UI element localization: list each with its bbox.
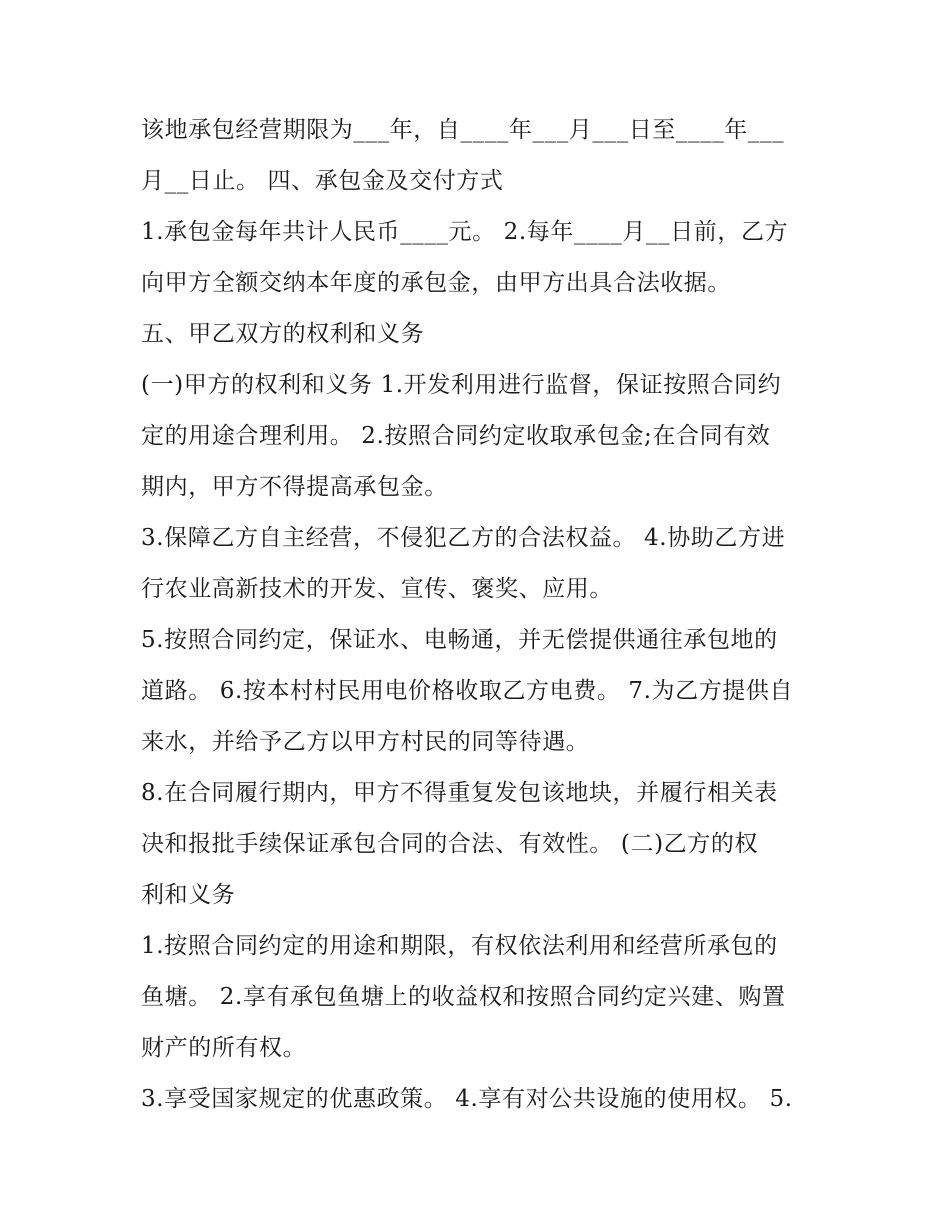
text-line: 3.享受国家规定的优惠政策。 4.享有对公共设施的使用权。 5.: [141, 1086, 793, 1112]
text-line: 财产的所有权。: [141, 1035, 307, 1061]
text-line: 8.在合同履行期内，甲方不得重复发包该地块，并履行相关表: [141, 780, 778, 806]
text-line: 道路。 6.按本村村民用电价格收取乙方电费。 7.为乙方提供自: [141, 678, 794, 704]
text-line: 3.保障乙方自主经营，不侵犯乙方的合法权益。 4.协助乙方进: [141, 525, 786, 551]
text-line: 1.按照合同约定的用途和期限，有权依法利用和经营所承包的: [141, 933, 778, 959]
text-line: (一)甲方的权利和义务 1.开发利用进行监督，保证按照合同约: [141, 372, 782, 398]
text-line: 向甲方全额交纳本年度的承包金，由甲方出具合法收据。: [141, 270, 731, 296]
text-line: 5.按照合同约定，保证水、电畅通，并无偿提供通往承包地的: [141, 627, 778, 653]
text-line: 决和报批手续保证承包合同的合法、有效性。 (二)乙方的权: [141, 831, 759, 857]
text-line: 期内，甲方不得提高承包金。: [141, 474, 448, 500]
text-line: 来水，并给予乙方以甲方村民的同等待遇。: [141, 729, 590, 755]
text-line: 定的用途合理利用。 2.按照合同约定收取承包金;在合同有效: [141, 423, 771, 449]
text-line: 行农业高新技术的开发、宣传、褒奖、应用。: [141, 576, 613, 602]
text-line: 1.承包金每年共计人民币____元。 2.每年____月__日前，乙方: [141, 219, 789, 245]
text-line: 鱼塘。 2.享有承包鱼塘上的收益权和按照合同约定兴建、购置: [141, 984, 786, 1010]
text-line: 该地承包经营期限为___年，自____年___月___日至____年___: [141, 117, 785, 143]
section-heading: 五、甲乙双方的权利和义务: [141, 321, 425, 347]
text-line: 利和义务: [141, 882, 236, 908]
text-line: 月__日止。 四、承包金及交付方式: [141, 168, 504, 194]
